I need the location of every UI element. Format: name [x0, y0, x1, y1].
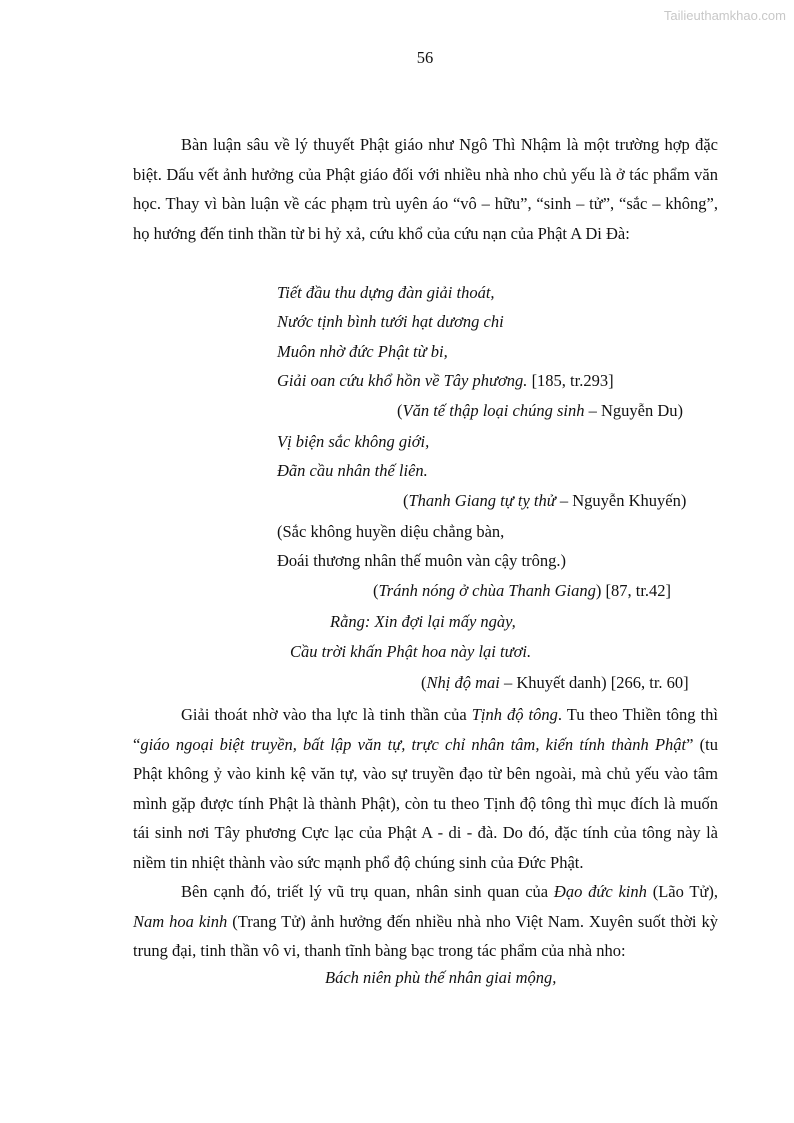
- body-paragraph-2: [133, 700, 718, 877]
- poem2-line2: Đãn cầu nhân thế liên.: [277, 461, 428, 480]
- poem2-line1: Vị biện sắc không giới,: [277, 432, 430, 451]
- tinh-do-paragraph: Giải thoát nhờ vào tha lực là tinh thần của Tịnh độ tông. Tu theo Thiền tông thì “giáo ngoại biệt truyền, bất lập văn tự, trực chỉ nhân tâm, kiến tính thành Phật” (tu Phật không ỷ vào kinh kệ văn tự, vào sự truyền đạo từ bên ngoài, mà chủ yếu vào tâm mình gặp được tính Phật là thành Phật), còn tu theo Tịnh độ tông thì mục đích là muốn tái sinh nơi Tây phương Cực lạc của Phật A - di - đà. Do đó, đặc tính của tông này là niềm tin nhiệt thành vào sức mạnh phổ độ chúng sinh của Đức Phật.: [133, 705, 718, 872]
- poem2-translation-line1: (Sắc không huyền diệu chẳng bàn,: [277, 522, 505, 541]
- body-paragraph-3: [133, 877, 718, 966]
- poem2-translation-source: (Tránh nóng ở chùa Thanh Giang) [87, tr.42]: [373, 581, 672, 600]
- watermark: Tailieuthamkhao.com: [663, 8, 786, 23]
- poem1-line1: Tiết đầu thu dựng đàn giải thoát,: [277, 283, 495, 302]
- lao-trang-paragraph: Bên cạnh đó, triết lý vũ trụ quan, nhân sinh quan của Đạo đức kinh (Lão Tử), Nam hoa kinh (Trang Tử) ảnh hưởng đến nhiều nhà nho Việt Nam. Xuyên suốt thời kỳ trung đại, tinh thần vô vi, thanh tĩnh bàng bạc trong tác phẩm của nhà nho:: [133, 882, 718, 960]
- poem1-line4: Giải oan cứu khổ hồn về Tây phương. [185, tr.293]: [277, 371, 614, 390]
- poem1-line2: Nước tịnh bình tưới hạt dương chi: [277, 312, 504, 331]
- poem3-line1: Rằng: Xin đợi lại mấy ngày,: [330, 612, 516, 631]
- poem1-source: (Văn tế thập loại chúng sinh – Nguyễn Du): [397, 401, 683, 420]
- poem1-line3: Muôn nhờ đức Phật từ bi,: [277, 342, 448, 361]
- intro-text: Bàn luận sâu về lý thuyết Phật giáo như Ngô Thì Nhậm là một trường hợp đặc biệt. Dấu vết ảnh hưởng của Phật giáo đối với nhiều nhà nho chủ yếu là ở tác phẩm văn học. Thay vì bàn luận về các phạm trù uyên áo “vô – hữu”, “sinh – tử”, “sắc – không”, họ hướng đến tinh thần từ bi hỷ xả, cứu khổ của cứu nạn của Phật A Di Đà:: [133, 135, 718, 243]
- poem4-line1: Bách niên phù thế nhân giai mộng,: [325, 968, 557, 987]
- intro-paragraph: [133, 130, 718, 248]
- poem2-source: (Thanh Giang tự tỵ thử – Nguyễn Khuyến): [403, 491, 687, 510]
- poem3-line2: Cầu trời khấn Phật hoa này lại tươi.: [290, 642, 532, 661]
- poem3-source: (Nhị độ mai – Khuyết danh) [266, tr. 60]: [421, 673, 689, 692]
- page-number: 56: [416, 48, 434, 67]
- poem2-translation-line2: Đoái thương nhân thế muôn vàn cậy trông.): [277, 551, 566, 570]
